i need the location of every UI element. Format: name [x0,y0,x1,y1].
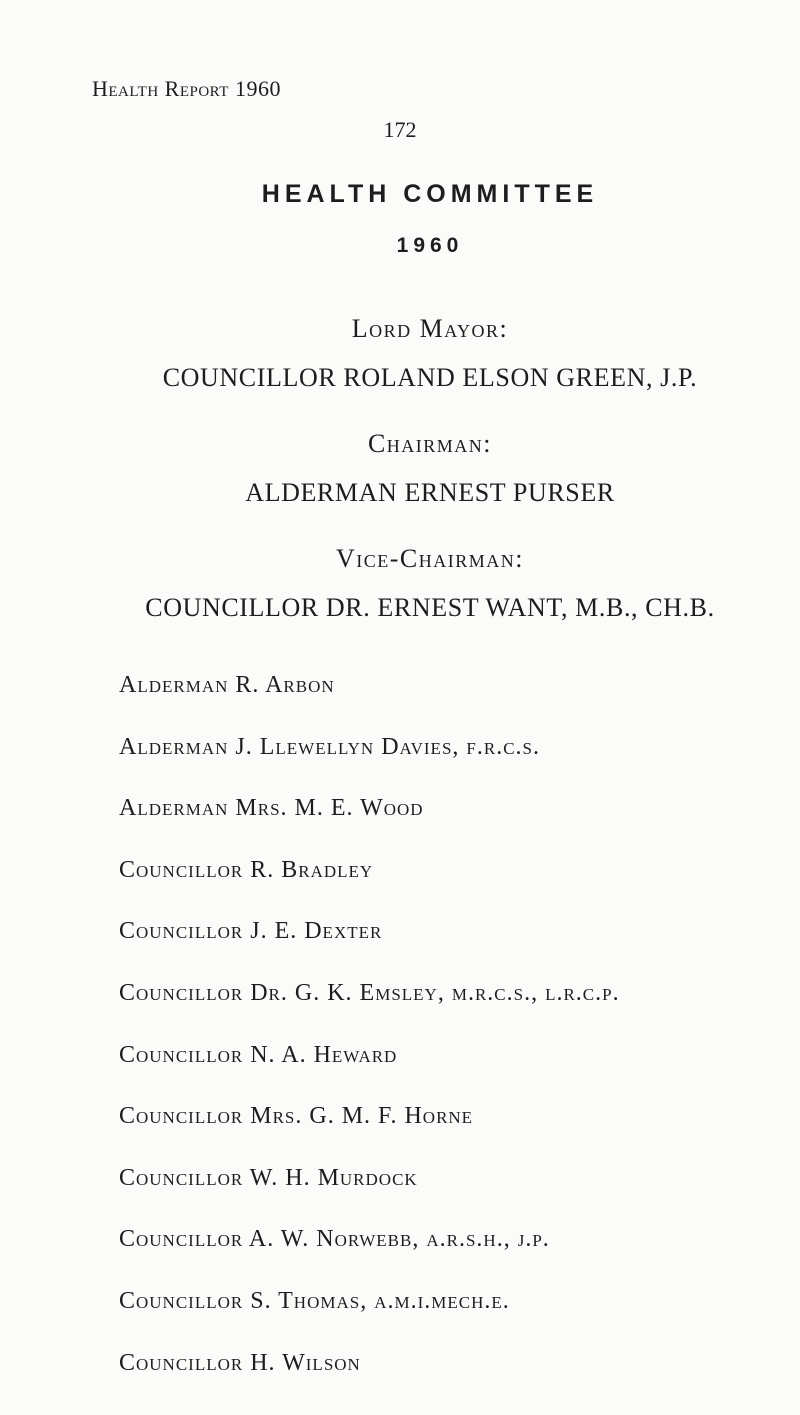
member-item: Councillor Mrs. G. M. F. Horne [119,1103,474,1130]
page-number: 172 [383,117,417,142]
member-item: Councillor J. E. Dexter [119,918,383,945]
member-item: Alderman Mrs. M. E. Wood [119,795,424,822]
vice-chairman-name: COUNCILLOR DR. ERNEST WANT, M.B., CH.B. [145,593,715,622]
page-title: HEALTH COMMITTEE [261,180,599,208]
chairman-label: Chairman: [367,429,493,458]
member-list [119,672,620,1411]
lord-mayor-label: Lord Mayor: [351,314,509,343]
chairman-name: ALDERMAN ERNEST PURSER [245,478,615,507]
member-item: Alderman R. Arbon [119,672,335,698]
vice-chairman-label: Vice-Chairman: [336,544,524,573]
member-item: Councillor W. H. Murdock [119,1164,418,1191]
year-heading: 1960 [396,234,464,257]
lord-mayor-name: COUNCILLOR ROLAND ELSON GREEN, J.P. [162,363,698,392]
member-item: Councillor A. W. Norwebb, a.r.s.h., j.p. [119,1226,550,1253]
running-head: Health Report 1960 [92,76,281,101]
member-item: Councillor S. Thomas, a.m.i.mech.e. [119,1287,510,1314]
member-item: Councillor N. A. Heward [119,1041,398,1068]
member-item: Councillor R. Bradley [119,856,374,883]
member-item: Councillor H. Wilson [119,1349,361,1376]
member-item: Alderman J. Llewellyn Davies, f.r.c.s. [119,733,540,760]
member-item: Councillor Dr. G. K. Emsley, m.r.c.s., l.r.c.p. [119,979,620,1006]
